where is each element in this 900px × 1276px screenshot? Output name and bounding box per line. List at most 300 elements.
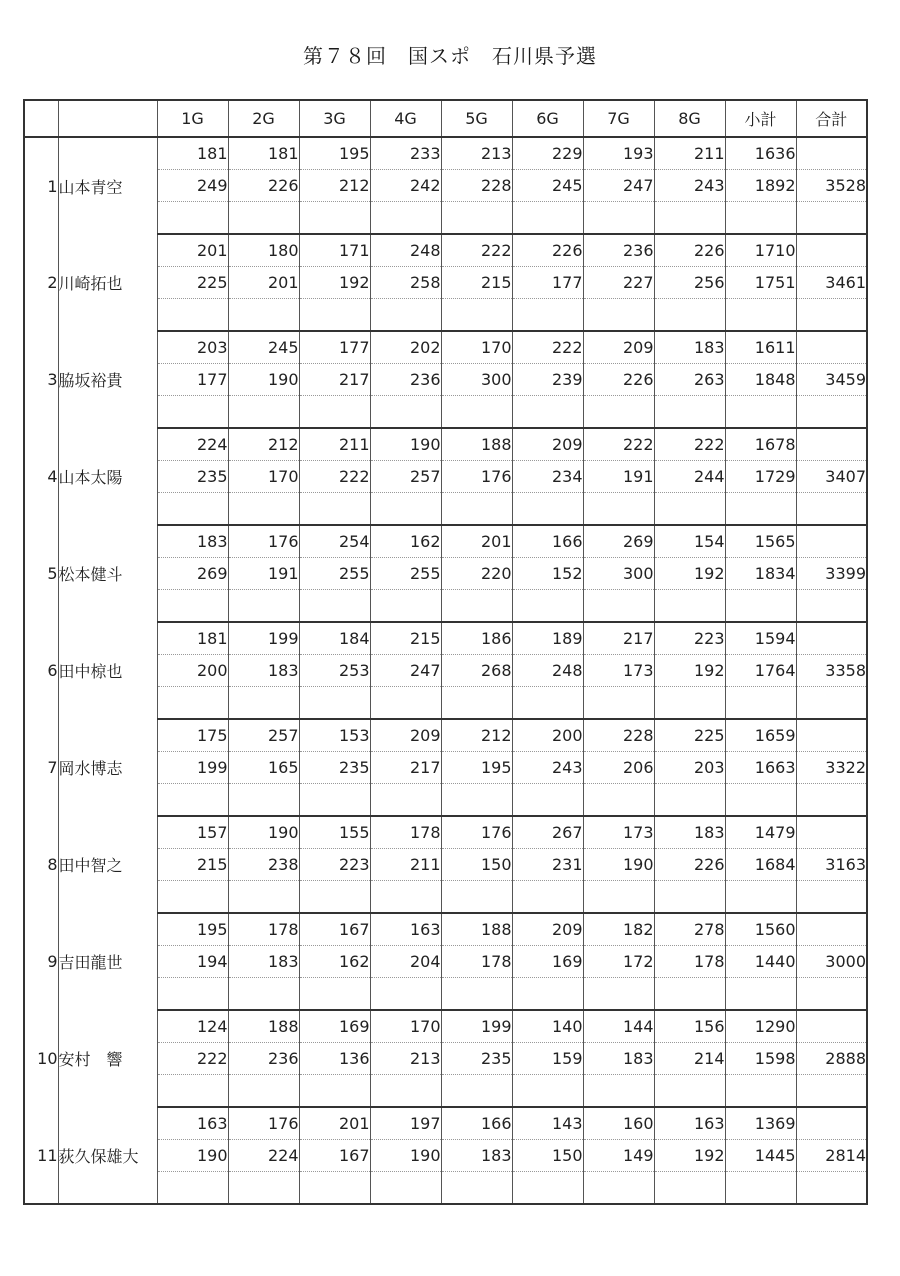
game-score: 213 bbox=[370, 1042, 441, 1074]
game-score: 144 bbox=[583, 1010, 654, 1042]
blank-cell bbox=[796, 1171, 867, 1204]
grand-total: 3000 bbox=[796, 945, 867, 977]
blank-cell bbox=[583, 201, 654, 234]
blank-cell bbox=[654, 395, 725, 428]
game-score: 278 bbox=[654, 913, 725, 945]
blank-cell bbox=[725, 1074, 796, 1107]
game-score: 176 bbox=[441, 816, 512, 848]
game-score: 253 bbox=[299, 654, 370, 686]
blank-cell bbox=[512, 880, 583, 913]
game-score: 170 bbox=[228, 460, 299, 492]
game-score: 228 bbox=[583, 719, 654, 751]
game-score: 206 bbox=[583, 751, 654, 783]
blank-cell bbox=[583, 395, 654, 428]
game-score: 300 bbox=[441, 363, 512, 395]
game-score: 236 bbox=[583, 234, 654, 266]
blank-cell bbox=[299, 880, 370, 913]
game-score: 197 bbox=[370, 1107, 441, 1139]
game-score: 181 bbox=[228, 137, 299, 169]
game-score: 181 bbox=[157, 137, 228, 169]
game-score: 140 bbox=[512, 1010, 583, 1042]
total-blank bbox=[796, 1010, 867, 1042]
player-name: 山本太陽 bbox=[58, 428, 157, 525]
game-score: 153 bbox=[299, 719, 370, 751]
game-score: 238 bbox=[228, 848, 299, 880]
blank-cell bbox=[725, 492, 796, 525]
blank-cell bbox=[157, 783, 228, 816]
blank-cell bbox=[583, 1171, 654, 1204]
header-1g: 1G bbox=[157, 100, 228, 137]
blank-cell bbox=[299, 492, 370, 525]
total-blank bbox=[796, 331, 867, 363]
game-score: 176 bbox=[228, 1107, 299, 1139]
game-score: 226 bbox=[654, 234, 725, 266]
blank-cell bbox=[796, 201, 867, 234]
player-rank: 7 bbox=[24, 719, 58, 816]
player-name: 脇坂裕貴 bbox=[58, 331, 157, 428]
blank-cell bbox=[157, 201, 228, 234]
game-score: 1764 bbox=[725, 654, 796, 686]
game-score: 236 bbox=[228, 1042, 299, 1074]
blank-cell bbox=[441, 783, 512, 816]
player-name: 田中智之 bbox=[58, 816, 157, 913]
player-rank: 4 bbox=[24, 428, 58, 525]
header-7g: 7G bbox=[583, 100, 654, 137]
player-rank: 10 bbox=[24, 1010, 58, 1107]
blank-cell bbox=[370, 880, 441, 913]
game-score: 200 bbox=[157, 654, 228, 686]
game-score: 215 bbox=[441, 266, 512, 298]
game-score: 245 bbox=[228, 331, 299, 363]
blank-cell bbox=[654, 298, 725, 331]
score-table bbox=[23, 99, 868, 1205]
game-score: 160 bbox=[583, 1107, 654, 1139]
blank-cell bbox=[654, 686, 725, 719]
game-score: 162 bbox=[370, 525, 441, 557]
blank-cell bbox=[796, 977, 867, 1010]
game-score: 215 bbox=[370, 622, 441, 654]
game-score: 228 bbox=[441, 169, 512, 201]
game-score: 183 bbox=[228, 945, 299, 977]
player-name: 山本青空 bbox=[58, 137, 157, 234]
game-score: 155 bbox=[299, 816, 370, 848]
blank-cell bbox=[725, 977, 796, 1010]
game-score: 199 bbox=[228, 622, 299, 654]
game-score: 1598 bbox=[725, 1042, 796, 1074]
blank-cell bbox=[441, 395, 512, 428]
page-title: 第７８回 国スポ 石川県予選 bbox=[303, 44, 597, 68]
game-score: 229 bbox=[512, 137, 583, 169]
blank-cell bbox=[299, 201, 370, 234]
game-score: 183 bbox=[583, 1042, 654, 1074]
game-score: 212 bbox=[299, 169, 370, 201]
game-score: 257 bbox=[228, 719, 299, 751]
game-score: 242 bbox=[370, 169, 441, 201]
player-rank: 5 bbox=[24, 525, 58, 622]
game-score: 248 bbox=[512, 654, 583, 686]
game-score: 227 bbox=[583, 266, 654, 298]
game-score: 136 bbox=[299, 1042, 370, 1074]
game-score: 248 bbox=[370, 234, 441, 266]
blank-cell bbox=[725, 686, 796, 719]
player-row-first bbox=[24, 331, 867, 363]
blank-cell bbox=[654, 880, 725, 913]
blank-cell bbox=[228, 977, 299, 1010]
blank-cell bbox=[654, 492, 725, 525]
game-score: 222 bbox=[157, 1042, 228, 1074]
blank-cell bbox=[796, 298, 867, 331]
header-8g: 8G bbox=[654, 100, 725, 137]
player-row-first bbox=[24, 1010, 867, 1042]
blank-cell bbox=[228, 298, 299, 331]
game-score: 178 bbox=[654, 945, 725, 977]
game-score: 215 bbox=[157, 848, 228, 880]
total-blank bbox=[796, 137, 867, 169]
blank-cell bbox=[654, 1171, 725, 1204]
player-rank: 1 bbox=[24, 137, 58, 234]
blank-cell bbox=[512, 492, 583, 525]
game-score: 195 bbox=[441, 751, 512, 783]
game-score: 209 bbox=[512, 428, 583, 460]
blank-cell bbox=[299, 589, 370, 622]
blank-cell bbox=[299, 977, 370, 1010]
game-score: 1565 bbox=[725, 525, 796, 557]
game-score: 269 bbox=[157, 557, 228, 589]
header-4g: 4G bbox=[370, 100, 441, 137]
header-rank bbox=[24, 100, 58, 137]
blank-cell bbox=[370, 201, 441, 234]
game-score: 195 bbox=[157, 913, 228, 945]
game-score: 186 bbox=[441, 622, 512, 654]
game-score: 1684 bbox=[725, 848, 796, 880]
header-subtotal: 小計 bbox=[725, 100, 796, 137]
game-score: 226 bbox=[583, 363, 654, 395]
blank-cell bbox=[583, 686, 654, 719]
header-total: 合計 bbox=[796, 100, 867, 137]
blank-cell bbox=[796, 1074, 867, 1107]
game-score: 1445 bbox=[725, 1139, 796, 1171]
total-blank bbox=[796, 622, 867, 654]
game-score: 217 bbox=[370, 751, 441, 783]
total-blank bbox=[796, 234, 867, 266]
game-score: 177 bbox=[299, 331, 370, 363]
blank-cell bbox=[583, 1074, 654, 1107]
blank-cell bbox=[512, 201, 583, 234]
game-score: 211 bbox=[299, 428, 370, 460]
game-score: 1560 bbox=[725, 913, 796, 945]
game-score: 209 bbox=[512, 913, 583, 945]
game-score: 235 bbox=[299, 751, 370, 783]
player-name: 安村 響 bbox=[58, 1010, 157, 1107]
game-score: 178 bbox=[228, 913, 299, 945]
game-score: 166 bbox=[512, 525, 583, 557]
game-score: 222 bbox=[654, 428, 725, 460]
game-score: 192 bbox=[299, 266, 370, 298]
blank-cell bbox=[725, 589, 796, 622]
game-score: 300 bbox=[583, 557, 654, 589]
game-score: 217 bbox=[583, 622, 654, 654]
game-score: 169 bbox=[512, 945, 583, 977]
game-score: 1659 bbox=[725, 719, 796, 751]
game-score: 235 bbox=[441, 1042, 512, 1074]
game-score: 204 bbox=[370, 945, 441, 977]
total-blank bbox=[796, 525, 867, 557]
blank-cell bbox=[157, 686, 228, 719]
blank-cell bbox=[512, 1171, 583, 1204]
game-score: 214 bbox=[654, 1042, 725, 1074]
game-score: 212 bbox=[228, 428, 299, 460]
game-score: 199 bbox=[441, 1010, 512, 1042]
blank-cell bbox=[512, 589, 583, 622]
game-score: 169 bbox=[299, 1010, 370, 1042]
game-score: 258 bbox=[370, 266, 441, 298]
game-score: 1594 bbox=[725, 622, 796, 654]
game-score: 181 bbox=[157, 622, 228, 654]
game-score: 1834 bbox=[725, 557, 796, 589]
player-name: 荻久保雄大 bbox=[58, 1107, 157, 1204]
game-score: 163 bbox=[370, 913, 441, 945]
game-score: 170 bbox=[441, 331, 512, 363]
game-score: 245 bbox=[512, 169, 583, 201]
player-rank: 8 bbox=[24, 816, 58, 913]
game-score: 217 bbox=[299, 363, 370, 395]
blank-cell bbox=[157, 589, 228, 622]
game-score: 183 bbox=[228, 654, 299, 686]
game-score: 150 bbox=[441, 848, 512, 880]
player-row-first bbox=[24, 622, 867, 654]
game-score: 154 bbox=[654, 525, 725, 557]
game-score: 1369 bbox=[725, 1107, 796, 1139]
game-score: 213 bbox=[441, 137, 512, 169]
game-score: 247 bbox=[583, 169, 654, 201]
blank-cell bbox=[796, 783, 867, 816]
player-name: 岡水博志 bbox=[58, 719, 157, 816]
grand-total: 3322 bbox=[796, 751, 867, 783]
blank-cell bbox=[441, 589, 512, 622]
game-score: 172 bbox=[583, 945, 654, 977]
blank-cell bbox=[441, 977, 512, 1010]
blank-cell bbox=[725, 1171, 796, 1204]
blank-cell bbox=[796, 492, 867, 525]
game-score: 1440 bbox=[725, 945, 796, 977]
game-score: 235 bbox=[157, 460, 228, 492]
game-score: 223 bbox=[299, 848, 370, 880]
blank-cell bbox=[796, 880, 867, 913]
game-score: 239 bbox=[512, 363, 583, 395]
blank-cell bbox=[796, 589, 867, 622]
blank-cell bbox=[725, 395, 796, 428]
game-score: 149 bbox=[583, 1139, 654, 1171]
game-score: 263 bbox=[654, 363, 725, 395]
blank-cell bbox=[583, 977, 654, 1010]
blank-cell bbox=[512, 977, 583, 1010]
game-score: 143 bbox=[512, 1107, 583, 1139]
blank-cell bbox=[299, 783, 370, 816]
blank-cell bbox=[299, 1074, 370, 1107]
game-score: 173 bbox=[583, 654, 654, 686]
game-score: 177 bbox=[512, 266, 583, 298]
blank-cell bbox=[157, 395, 228, 428]
game-score: 211 bbox=[370, 848, 441, 880]
game-score: 190 bbox=[228, 363, 299, 395]
total-blank bbox=[796, 913, 867, 945]
blank-cell bbox=[725, 880, 796, 913]
game-score: 190 bbox=[370, 428, 441, 460]
grand-total: 2814 bbox=[796, 1139, 867, 1171]
blank-cell bbox=[157, 1074, 228, 1107]
blank-cell bbox=[583, 880, 654, 913]
score-table-body bbox=[24, 137, 867, 1204]
game-score: 201 bbox=[299, 1107, 370, 1139]
game-score: 201 bbox=[228, 266, 299, 298]
blank-cell bbox=[370, 1171, 441, 1204]
game-score: 223 bbox=[654, 622, 725, 654]
game-score: 170 bbox=[370, 1010, 441, 1042]
blank-cell bbox=[370, 977, 441, 1010]
game-score: 1848 bbox=[725, 363, 796, 395]
blank-cell bbox=[725, 201, 796, 234]
blank-cell bbox=[583, 492, 654, 525]
game-score: 220 bbox=[441, 557, 512, 589]
blank-cell bbox=[299, 1171, 370, 1204]
game-score: 203 bbox=[654, 751, 725, 783]
player-rank: 3 bbox=[24, 331, 58, 428]
game-score: 201 bbox=[157, 234, 228, 266]
game-score: 202 bbox=[370, 331, 441, 363]
game-score: 247 bbox=[370, 654, 441, 686]
game-score: 226 bbox=[512, 234, 583, 266]
game-score: 188 bbox=[441, 428, 512, 460]
game-score: 222 bbox=[583, 428, 654, 460]
game-score: 194 bbox=[157, 945, 228, 977]
game-score: 1479 bbox=[725, 816, 796, 848]
blank-cell bbox=[228, 492, 299, 525]
game-score: 234 bbox=[512, 460, 583, 492]
game-score: 195 bbox=[299, 137, 370, 169]
game-score: 190 bbox=[157, 1139, 228, 1171]
game-score: 167 bbox=[299, 913, 370, 945]
game-score: 267 bbox=[512, 816, 583, 848]
blank-cell bbox=[157, 880, 228, 913]
game-score: 256 bbox=[654, 266, 725, 298]
game-score: 188 bbox=[441, 913, 512, 945]
blank-cell bbox=[370, 686, 441, 719]
game-score: 255 bbox=[370, 557, 441, 589]
blank-cell bbox=[512, 395, 583, 428]
player-rank: 2 bbox=[24, 234, 58, 331]
game-score: 191 bbox=[228, 557, 299, 589]
game-score: 222 bbox=[512, 331, 583, 363]
blank-cell bbox=[796, 395, 867, 428]
game-score: 209 bbox=[370, 719, 441, 751]
blank-cell bbox=[228, 686, 299, 719]
game-score: 171 bbox=[299, 234, 370, 266]
game-score: 183 bbox=[157, 525, 228, 557]
blank-cell bbox=[654, 589, 725, 622]
game-score: 1729 bbox=[725, 460, 796, 492]
game-score: 182 bbox=[583, 913, 654, 945]
game-score: 156 bbox=[654, 1010, 725, 1042]
game-score: 244 bbox=[654, 460, 725, 492]
game-score: 190 bbox=[583, 848, 654, 880]
game-score: 163 bbox=[654, 1107, 725, 1139]
game-score: 211 bbox=[654, 137, 725, 169]
total-blank bbox=[796, 816, 867, 848]
game-score: 212 bbox=[441, 719, 512, 751]
header-5g: 5G bbox=[441, 100, 512, 137]
blank-cell bbox=[228, 1171, 299, 1204]
player-rank: 6 bbox=[24, 622, 58, 719]
total-blank bbox=[796, 719, 867, 751]
game-score: 199 bbox=[157, 751, 228, 783]
game-score: 201 bbox=[441, 525, 512, 557]
blank-cell bbox=[441, 492, 512, 525]
header-6g: 6G bbox=[512, 100, 583, 137]
game-score: 226 bbox=[654, 848, 725, 880]
game-score: 233 bbox=[370, 137, 441, 169]
blank-cell bbox=[370, 783, 441, 816]
game-score: 231 bbox=[512, 848, 583, 880]
game-score: 192 bbox=[654, 557, 725, 589]
game-score: 163 bbox=[157, 1107, 228, 1139]
player-row-first bbox=[24, 719, 867, 751]
grand-total: 3399 bbox=[796, 557, 867, 589]
game-score: 193 bbox=[583, 137, 654, 169]
game-score: 224 bbox=[157, 428, 228, 460]
game-score: 178 bbox=[441, 945, 512, 977]
header-3g: 3G bbox=[299, 100, 370, 137]
game-score: 225 bbox=[157, 266, 228, 298]
game-score: 190 bbox=[370, 1139, 441, 1171]
total-blank bbox=[796, 1107, 867, 1139]
game-score: 192 bbox=[654, 1139, 725, 1171]
header-name bbox=[58, 100, 157, 137]
game-score: 177 bbox=[157, 363, 228, 395]
blank-cell bbox=[370, 1074, 441, 1107]
game-score: 150 bbox=[512, 1139, 583, 1171]
game-score: 192 bbox=[654, 654, 725, 686]
blank-cell bbox=[512, 783, 583, 816]
player-rank: 9 bbox=[24, 913, 58, 1010]
game-score: 178 bbox=[370, 816, 441, 848]
game-score: 236 bbox=[370, 363, 441, 395]
game-score: 243 bbox=[654, 169, 725, 201]
game-score: 157 bbox=[157, 816, 228, 848]
blank-cell bbox=[441, 686, 512, 719]
blank-cell bbox=[725, 298, 796, 331]
game-score: 1663 bbox=[725, 751, 796, 783]
blank-cell bbox=[441, 201, 512, 234]
game-score: 191 bbox=[583, 460, 654, 492]
player-name: 田中椋也 bbox=[58, 622, 157, 719]
blank-cell bbox=[228, 395, 299, 428]
grand-total: 3163 bbox=[796, 848, 867, 880]
header-2g: 2G bbox=[228, 100, 299, 137]
blank-cell bbox=[512, 1074, 583, 1107]
game-score: 184 bbox=[299, 622, 370, 654]
game-score: 162 bbox=[299, 945, 370, 977]
game-score: 175 bbox=[157, 719, 228, 751]
blank-cell bbox=[441, 1074, 512, 1107]
blank-cell bbox=[157, 298, 228, 331]
player-row-first bbox=[24, 137, 867, 169]
game-score: 268 bbox=[441, 654, 512, 686]
blank-cell bbox=[228, 783, 299, 816]
game-score: 249 bbox=[157, 169, 228, 201]
blank-cell bbox=[228, 201, 299, 234]
game-score: 222 bbox=[299, 460, 370, 492]
game-score: 183 bbox=[654, 816, 725, 848]
